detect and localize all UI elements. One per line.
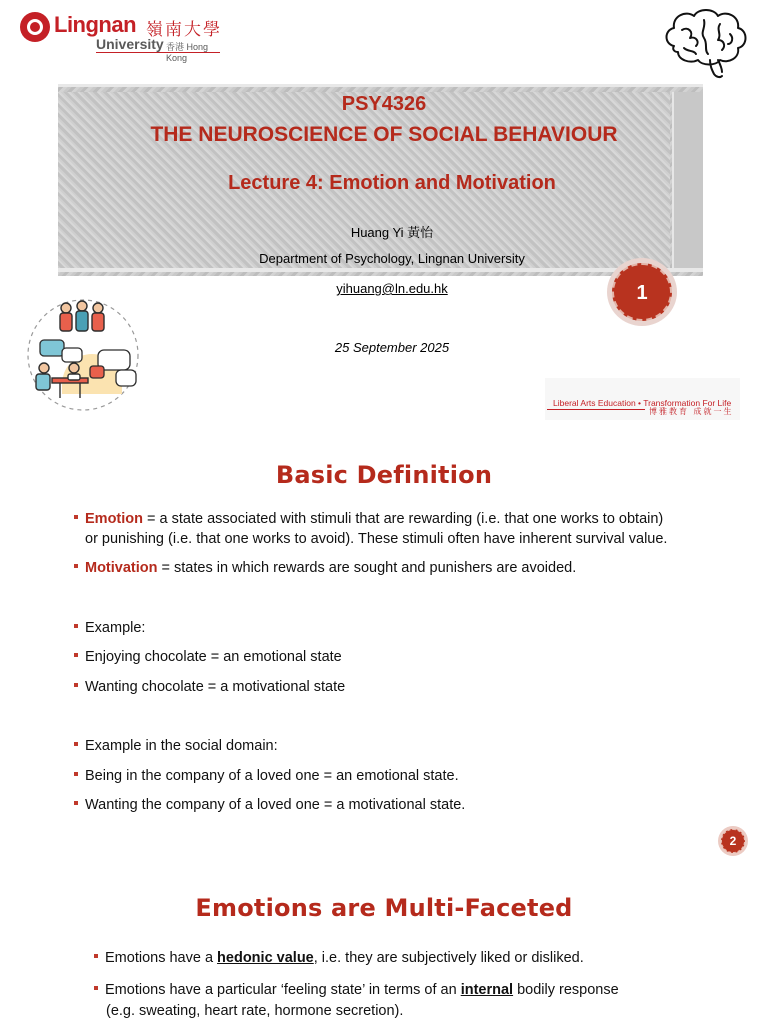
basic-definition-slide (0, 432, 768, 864)
slide-number: 2 (729, 834, 737, 848)
instructor-email-link[interactable]: yihuang@ln.edu.hk (336, 281, 448, 296)
logo-subtitle: University (96, 36, 164, 52)
list-item (74, 618, 145, 638)
list-item (74, 766, 459, 786)
list-item (74, 647, 342, 667)
key-term: internal (460, 982, 514, 998)
bullet-icon (74, 801, 78, 805)
multi-faceted-slide (0, 864, 768, 1024)
bullet-icon (74, 772, 78, 776)
bullet-icon (74, 564, 78, 568)
bullet-icon (74, 742, 78, 746)
list-item (74, 736, 278, 756)
list-item (74, 509, 663, 529)
bullet-icon (94, 954, 98, 958)
list-item-continuation: (e.g. sweating, heart rate, hormone secretion). (106, 1003, 404, 1019)
definition-text: = states in which rewards are sought and punishers are avoided. (157, 560, 577, 576)
definition-continuation: or punishing (i.e. that one works to avoid). These stimuli often have inherent survival value. (85, 531, 668, 547)
course-title: THE NEUROSCIENCE OF SOCIAL BEHAVIOUR (150, 123, 618, 146)
list-item-text: Being in the company of a loved one = an emotional state. (85, 768, 459, 784)
logo-chinese-name: 嶺南大學 (146, 20, 222, 40)
lingnan-emblem-icon (20, 12, 50, 42)
list-item (74, 795, 465, 815)
slide-title: Basic Definition (275, 461, 493, 489)
department: Department of Psychology, Lingnan University (259, 251, 525, 266)
tagline-chinese: 博雅教育 成就一生 (649, 407, 734, 416)
logo-location: 香港 Hong Kong (166, 42, 209, 63)
slide-title: Emotions are Multi-Faceted (195, 894, 573, 922)
lecture-title: Lecture 4: Emotion and Motivation (228, 172, 556, 194)
list-item (74, 677, 345, 697)
list-item (74, 558, 576, 578)
slide-number-badge (718, 826, 748, 856)
university-logo (20, 12, 225, 63)
list-item-text: Wanting the company of a loved one = a motivational state. (85, 797, 466, 813)
title-slide (0, 0, 768, 432)
list-item: Emotions have a hedonic value, i.e. they are subjectively liked or disliked. (94, 948, 584, 968)
tagline-english: Liberal Arts Education • Transformation For Life (553, 398, 732, 408)
social-group-illustration (22, 298, 144, 412)
term-motivation: Motivation (85, 560, 158, 576)
instructor-name: Huang Yi 黃怡 (350, 225, 434, 240)
lecture-date: 25 September 2025 (334, 340, 450, 355)
slide-number: 1 (636, 282, 648, 304)
list-item-text: Example: (85, 620, 146, 636)
definition-text: = a state associated with stimuli that are rewarding (i.e. that one works to obtain) (143, 511, 664, 527)
university-tagline (545, 378, 740, 420)
list-item-text: Enjoying chocolate = an emotional state (85, 649, 342, 665)
bullet-icon (74, 515, 78, 519)
course-code: PSY4326 (341, 93, 427, 115)
key-term: hedonic value (217, 950, 314, 966)
bullet-icon (74, 624, 78, 628)
list-item-text: Example in the social domain: (85, 738, 278, 754)
tagline-rule (547, 409, 645, 410)
slide-number-badge (607, 258, 677, 326)
term-emotion: Emotion (85, 511, 143, 527)
bullet-icon (94, 986, 98, 990)
logo-underline (96, 52, 220, 53)
brain-icon (660, 6, 750, 80)
banner-top-stripe (58, 84, 703, 87)
bullet-icon (74, 683, 78, 687)
banner-bottom-stripe (58, 268, 703, 272)
bullet-icon (74, 653, 78, 657)
logo-name: Lingnan (54, 12, 137, 37)
list-item-text: Wanting chocolate = a motivational state (85, 679, 346, 695)
list-item: Emotions have a particular ‘feeling state’ in terms of an internal bodily response (94, 980, 619, 1000)
